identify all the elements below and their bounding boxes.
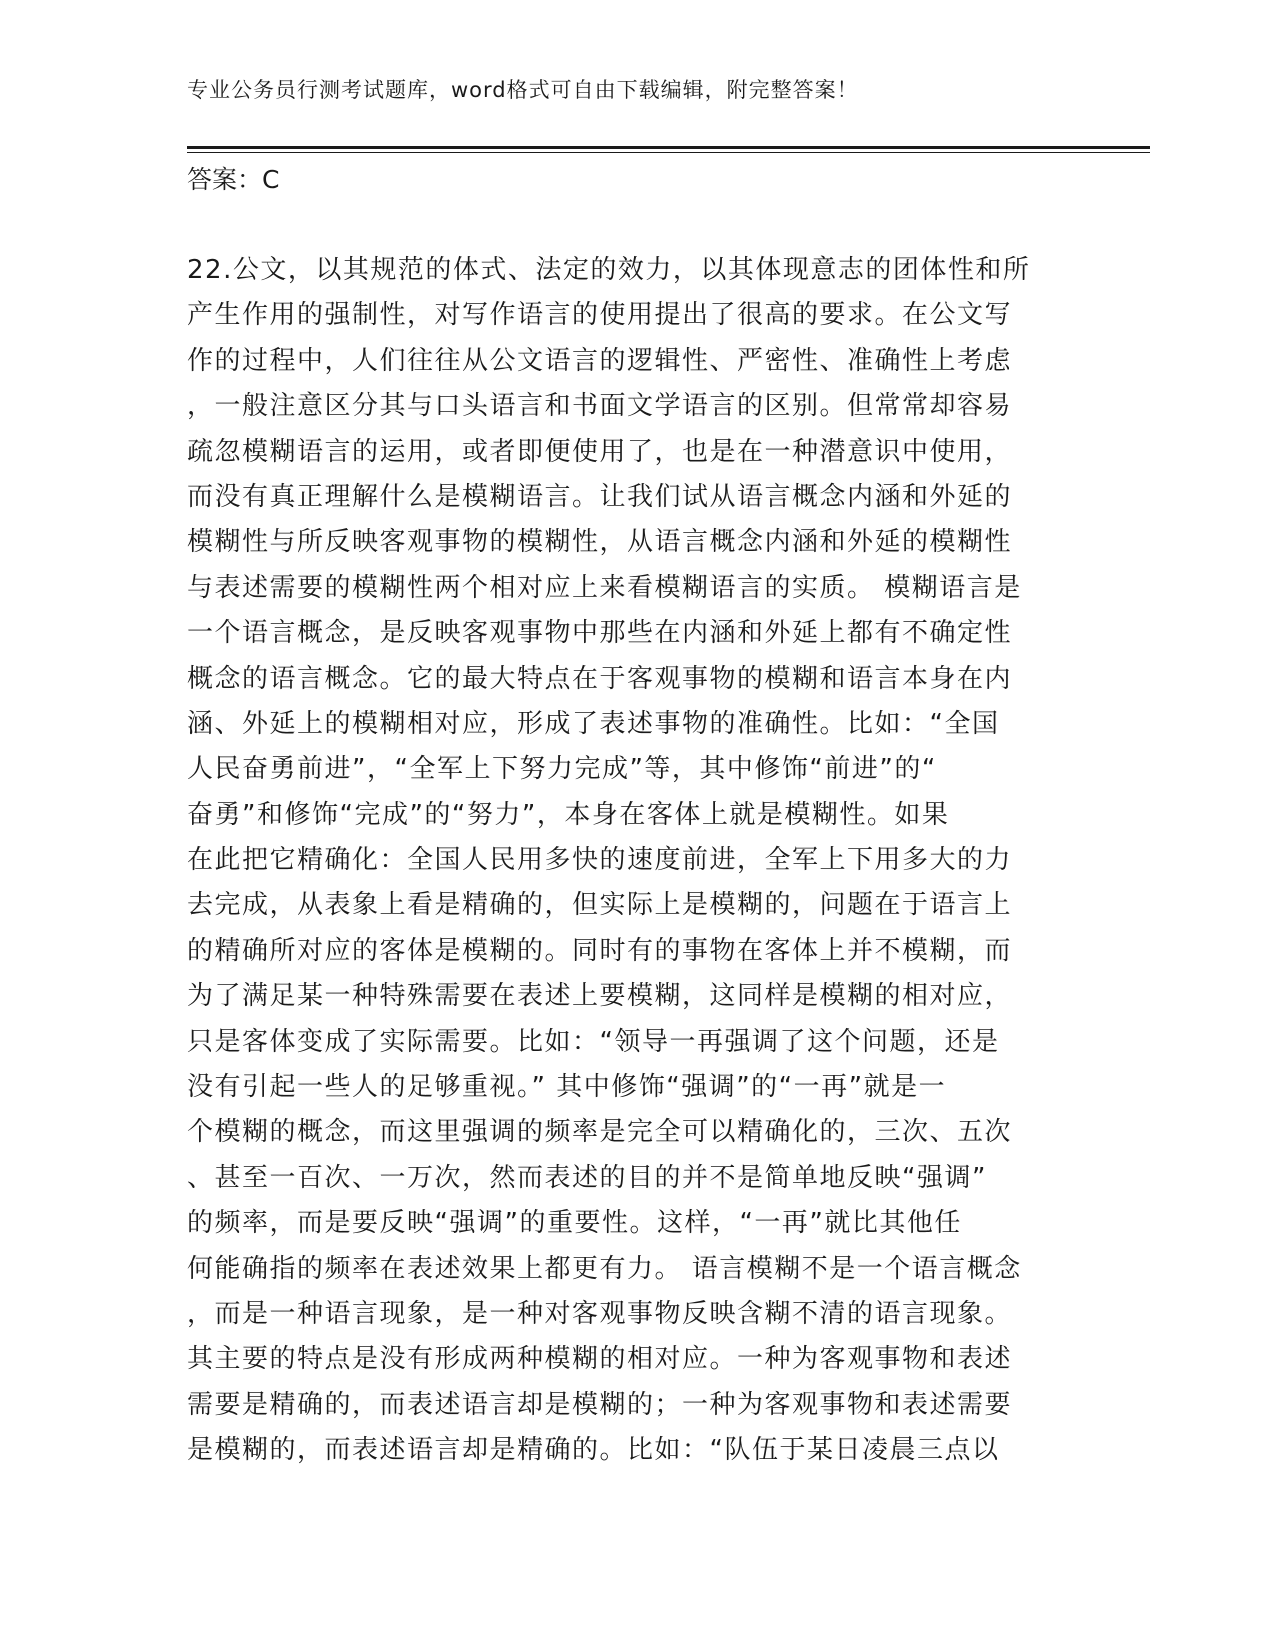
question-line: 其主要的特点是没有形成两种模糊的相对应。一种为客观事物和表述 — [187, 1344, 1013, 1375]
question-line: 没有引起一些人的足够重视。” 其中修饰“强调”的“一再”就是一 — [187, 1072, 947, 1103]
question-line: 的频率，而是要反映“强调”的重要性。这样，“一再”就比其他任 — [187, 1208, 962, 1239]
question-line: 概念的语言概念。它的最大特点在于客观事物的模糊和语言本身在内 — [187, 663, 1013, 694]
question-line: 22.公文，以其规范的体式、法定的效力，以其体现意志的团体性和所 — [187, 255, 1031, 285]
question-line: 而没有真正理解什么是模糊语言。让我们试从语言概念内涵和外延的 — [187, 481, 1013, 512]
question-line: 需要是精确的，而表述语言却是模糊的；一种为客观事物和表述需要 — [187, 1389, 1013, 1420]
question-line: ，而是一种语言现象，是一种对客观事物反映含糊不清的语言现象。 — [187, 1298, 1013, 1329]
question-line: 只是客体变成了实际需要。比如：“领导一再强调了这个问题，还是 — [187, 1026, 1000, 1057]
question-line: 模糊性与所反映客观事物的模糊性，从语言概念内涵和外延的模糊性 — [187, 527, 1013, 558]
question-line: 、甚至一百次、一万次，然而表述的目的并不是简单地反映“强调” — [187, 1162, 987, 1193]
question-line: 作的过程中，人们往往从公文语言的逻辑性、严密性、准确性上考虑 — [187, 345, 1013, 376]
page-header: 专业公务员行测考试题库，word格式可自由下载编辑，附完整答案！ — [187, 78, 859, 102]
question-line: 与表述需要的模糊性两个相对应上来看模糊语言的实质。 模糊语言是 — [187, 572, 1022, 603]
question-line: 的精确所对应的客体是模糊的。同时有的事物在客体上并不模糊，而 — [187, 935, 1013, 966]
answer-label: 答案：C — [187, 165, 280, 194]
question-line: 为了满足某一种特殊需要在表述上要模糊，这同样是模糊的相对应， — [187, 981, 1013, 1012]
question-line: 人民奋勇前进”，“全军上下努力完成”等，其中修饰“前进”的“ — [187, 754, 937, 785]
question-line: 在此把它精确化：全国人民用多快的速度前进，全军上下用多大的力 — [187, 845, 1013, 876]
header-rule-thin — [187, 152, 1150, 153]
question-22-text — [187, 248, 1077, 1474]
question-line: 是模糊的，而表述语言却是精确的。比如：“队伍于某日凌晨三点以 — [187, 1435, 1000, 1466]
header-rule-thick — [187, 146, 1150, 149]
question-line: 涵、外延上的模糊相对应，形成了表述事物的准确性。比如：“全国 — [187, 708, 1000, 739]
question-line: 奋勇”和修饰“完成”的“努力”，本身在客体上就是模糊性。如果 — [187, 799, 950, 830]
question-line: 去完成，从表象上看是精确的，但实际上是模糊的，问题在于语言上 — [187, 890, 1013, 921]
question-line: 疏忽模糊语言的运用，或者即便使用了，也是在一种潜意识中使用， — [187, 436, 1013, 467]
question-line: 何能确指的频率在表述效果上都更有力。 语言模糊不是一个语言概念 — [187, 1253, 1022, 1284]
question-line: 一个语言概念，是反映客观事物中那些在内涵和外延上都有不确定性 — [187, 618, 1013, 649]
question-line: ，一般注意区分其与口头语言和书面文学语言的区别。但常常却容易 — [187, 391, 1013, 422]
question-line: 个模糊的概念，而这里强调的频率是完全可以精确化的，三次、五次 — [187, 1117, 1013, 1148]
question-line: 产生作用的强制性，对写作语言的使用提出了很高的要求。在公文写 — [187, 300, 1013, 331]
